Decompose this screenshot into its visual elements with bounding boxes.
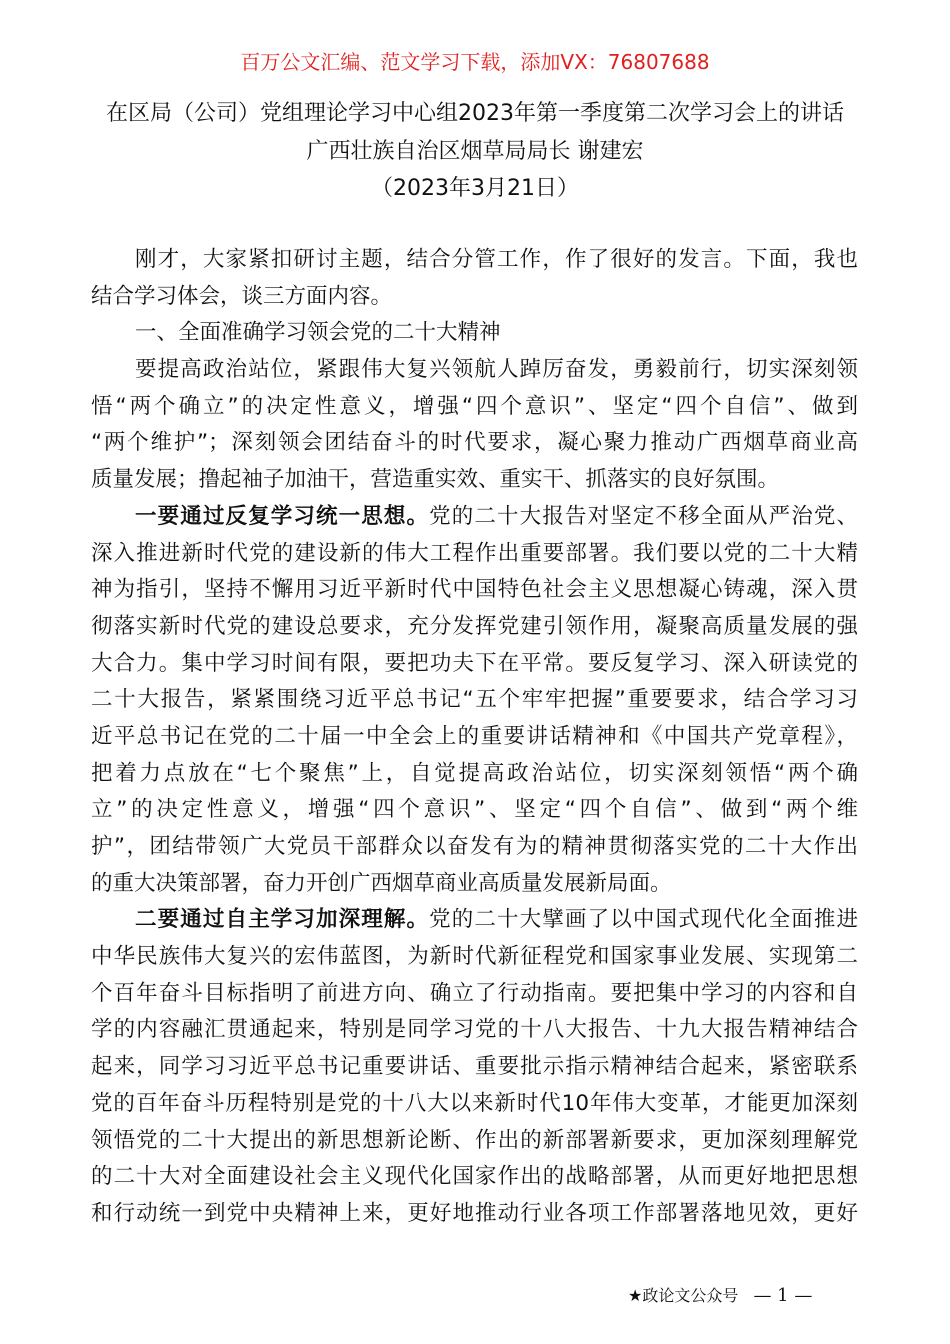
- text-line: [91, 1012, 858, 1049]
- line-text: 学的内容融汇贯通起来，特别是同学习党的十八大报告、十九大报告精神结合: [91, 1017, 858, 1043]
- text-line: [91, 609, 858, 646]
- text-line: [91, 1196, 858, 1233]
- text-line: [91, 499, 858, 536]
- line-text: 中华民族伟大复兴的宏伟蓝图，为新时代新征程党和国家事业发展、实现第二: [91, 944, 858, 970]
- text-line: [91, 1086, 858, 1123]
- text-line: [91, 829, 858, 866]
- line-text: 把着力点放在“七个聚焦”上，自觉提高政治站位，切实深刻领悟“两个确: [91, 760, 858, 786]
- text-line: [91, 902, 858, 939]
- document-body: [91, 242, 858, 1233]
- line-text: 一、全面准确学习领会党的二十大精神: [135, 320, 501, 346]
- text-line: [91, 572, 858, 609]
- document-title: 在区局（公司）党组理论学习中心组2023年第一季度第二次学习会上的讲话: [106, 101, 844, 126]
- text-line: [91, 682, 858, 719]
- text-line: [91, 719, 858, 756]
- text-line: [91, 242, 858, 279]
- text-line: [91, 279, 858, 316]
- watermark-banner: 百万公文汇编、范文学习下载，添加VX：76807688: [240, 50, 710, 74]
- line-text: 个百年奋斗目标指明了前进方向、确立了行动指南。要把集中学习的内容和自: [91, 980, 858, 1006]
- text-line: [91, 1123, 858, 1160]
- text-line: [91, 425, 858, 462]
- line-text: 党的二十大擘画了以中国式现代化全面推进: [429, 907, 858, 933]
- line-text: 党的百年奋斗历程特别是党的十八大以来新时代10年伟大变革，才能更加深刻: [91, 1090, 858, 1116]
- text-line: [91, 315, 858, 352]
- page-number: — 1 —: [753, 1285, 813, 1306]
- line-text: 二十大报告，紧紧围绕习近平总书记“五个牢牢把握”重要要求，结合学习习: [91, 687, 858, 713]
- bold-lead: 一要通过反复学习统一思想。: [135, 503, 430, 529]
- line-text: 立”的决定性意义，增强“四个意识”、坚定“四个自信”、做到“两个维: [91, 797, 858, 823]
- bold-lead: 二要通过自主学习加深理解。: [135, 907, 430, 933]
- text-line: [91, 352, 858, 389]
- line-text: 结合学习体会，谈三方面内容。: [91, 283, 393, 309]
- line-text: 起来，同学习习近平总书记重要讲话、重要批示指示精神结合起来，紧密联系: [91, 1054, 858, 1080]
- line-text: 的二十大对全面建设社会主义现代化国家作出的战略部署，从而更好地把思想: [91, 1164, 858, 1190]
- line-text: “两个维护”；深刻领会团结奋斗的时代要求，凝心聚力推动广西烟草商业高: [91, 430, 858, 456]
- page-footer: [628, 1283, 812, 1306]
- text-line: [91, 1049, 858, 1086]
- line-text: 大合力。集中学习时间有限，要把功夫下在平常。要反复学习、深入研读党的: [91, 650, 858, 676]
- footer-source: ★政论文公众号: [628, 1286, 739, 1305]
- text-line: [91, 792, 858, 829]
- line-text: 护”，团结带领广大党员干部群众以奋发有为的精神贯彻落实党的二十大作出: [91, 834, 858, 859]
- text-line: [91, 1159, 858, 1196]
- line-text: 领悟党的二十大提出的新思想新论断、作出的新部署新要求，更加深刻理解党: [91, 1127, 858, 1153]
- line-text: 刚才，大家紧扣研讨主题，结合分管工作，作了很好的发言。下面，我也: [135, 247, 858, 272]
- line-text: 党的二十大报告对坚定不移全面从严治党、: [429, 503, 858, 529]
- line-text: 要提高政治站位，紧跟伟大复兴领航人踔厉奋发，勇毅前行，切实深刻领: [135, 357, 858, 383]
- text-line: [91, 756, 858, 793]
- line-text: 悟“两个确立”的决定性意义，增强“四个意识”、坚定“四个自信”、做到: [91, 393, 858, 419]
- line-text: 深入推进新时代党的建设新的伟大工程作出重要部署。我们要以党的二十大精: [91, 540, 858, 566]
- line-text: 质量发展；撸起袖子加油干，营造重实效、重实干、抓落实的良好氛围。: [91, 467, 780, 493]
- text-line: [91, 389, 858, 426]
- text-line: [91, 462, 858, 499]
- text-line: [91, 976, 858, 1013]
- line-text: 的重大决策部署，奋力开创广西烟草商业高质量发展新局面。: [91, 870, 672, 896]
- text-line: [91, 939, 858, 976]
- text-line: [91, 646, 858, 683]
- text-line: [91, 866, 858, 903]
- document-date: （2023年3月21日）: [371, 176, 579, 201]
- document-author: 广西壮族自治区烟草局局长 谢建宏: [306, 139, 644, 164]
- line-text: 和行动统一到党中央精神上来，更好地推动行业各项工作部署落地见效，更好: [91, 1200, 858, 1226]
- line-text: 神为指引，坚持不懈用习近平新时代中国特色社会主义思想凝心铸魂，深入贯: [91, 577, 858, 603]
- line-text: 近平总书记在党的二十届一中全会上的重要讲话精神和《中国共产党章程》，: [91, 723, 858, 749]
- line-text: 彻落实新时代党的建设总要求，充分发挥党建引领作用，凝聚高质量发展的强: [91, 613, 858, 639]
- text-line: [91, 536, 858, 573]
